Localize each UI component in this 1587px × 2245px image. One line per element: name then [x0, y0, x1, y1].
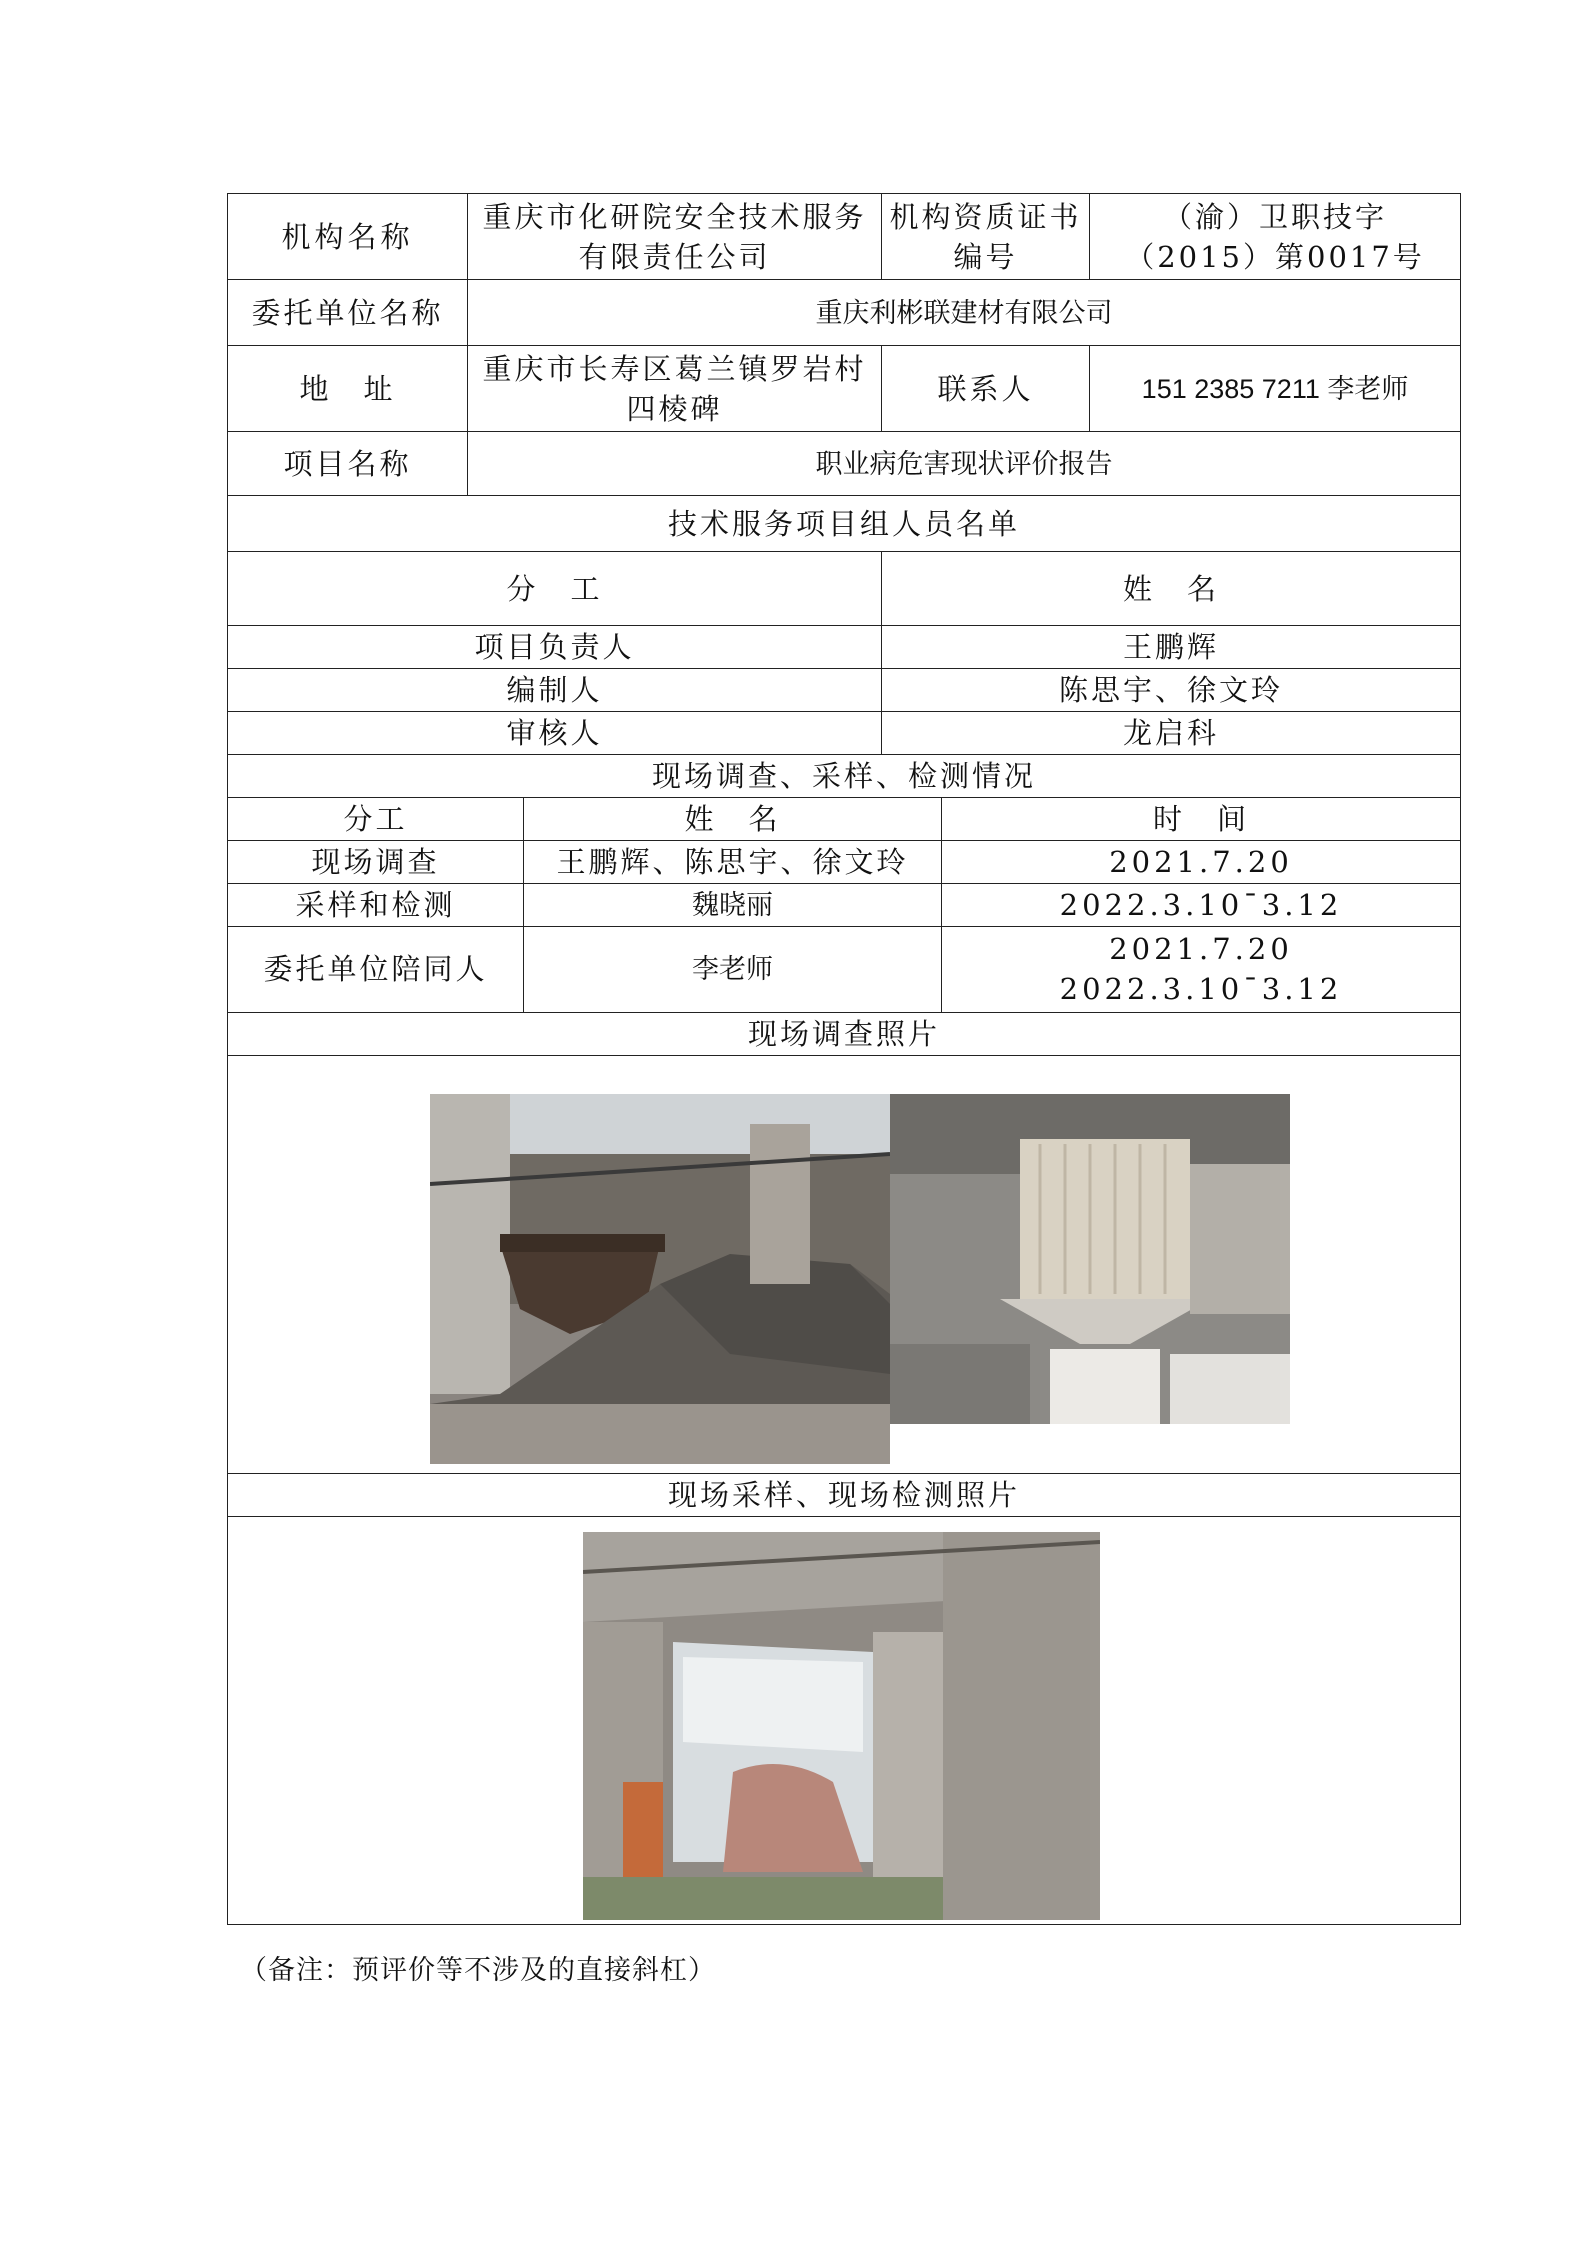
photos-survey-cell [228, 1055, 1461, 1473]
team-title: 技术服务项目组人员名单 [228, 496, 1461, 552]
client-label: 委托单位名称 [228, 280, 468, 346]
address-label: 地 址 [228, 346, 468, 432]
photos-sampling-title: 现场采样、现场检测照片 [228, 1473, 1461, 1516]
team-col-name: 姓 名 [882, 552, 1461, 626]
contact-value: 151 2385 7211 李老师 [1090, 346, 1461, 432]
survey-photo-hopper [430, 1094, 890, 1464]
survey-task-2: 委托单位陪同人 [228, 926, 524, 1012]
team-role-2: 审核人 [228, 712, 882, 755]
contact-label: 联系人 [882, 346, 1090, 432]
survey-col-name: 姓 名 [524, 797, 942, 840]
team-role-1: 编制人 [228, 669, 882, 712]
survey-time-2b: 2022.3.10¯3.12 [1059, 972, 1343, 1006]
team-name-1: 陈思宇、徐文玲 [882, 669, 1461, 712]
survey-time-2 [942, 926, 1461, 1012]
survey-photo-dust-collector [890, 1094, 1290, 1424]
project-value: 职业病危害现状评价报告 [468, 432, 1461, 496]
survey-col-task: 分工 [228, 797, 524, 840]
team-col-role: 分 工 [228, 552, 882, 626]
photos-survey-title: 现场调查照片 [228, 1012, 1461, 1055]
survey-name-0: 王鹏辉、陈思宇、徐文玲 [524, 840, 942, 883]
survey-table [227, 797, 1461, 1925]
document-form [227, 193, 1460, 1925]
survey-time-0: 2021.7.20 [942, 840, 1461, 883]
team-role-0: 项目负责人 [228, 626, 882, 669]
survey-task-0: 现场调查 [228, 840, 524, 883]
team-name-0: 王鹏辉 [882, 626, 1461, 669]
survey-title: 现场调查、采样、检测情况 [228, 755, 1461, 798]
team-name-2: 龙启科 [882, 712, 1461, 755]
survey-name-1: 魏晓丽 [524, 883, 942, 926]
org-name-value: 重庆市化研院安全技术服务有限责任公司 [468, 194, 882, 280]
cert-value: （渝）卫职技字（2015）第0017号 [1090, 194, 1461, 280]
survey-time-1: 2022.3.10¯3.12 [942, 883, 1461, 926]
survey-col-time: 时 间 [942, 797, 1461, 840]
address-value: 重庆市长寿区葛兰镇罗岩村四棱碑 [468, 346, 882, 432]
survey-time-2a: 2021.7.20 [1109, 932, 1293, 966]
project-label: 项目名称 [228, 432, 468, 496]
cert-label: 机构资质证书编号 [882, 194, 1090, 280]
survey-task-1: 采样和检测 [228, 883, 524, 926]
client-value: 重庆利彬联建材有限公司 [468, 280, 1461, 346]
org-name-label: 机构名称 [228, 194, 468, 280]
survey-name-2: 李老师 [524, 926, 942, 1012]
info-table [227, 193, 1461, 798]
photos-sampling-cell [228, 1516, 1461, 1924]
sampling-photo-workshop [583, 1532, 1100, 1920]
footnote: （备注：预评价等不涉及的直接斜杠） [240, 1955, 716, 1986]
